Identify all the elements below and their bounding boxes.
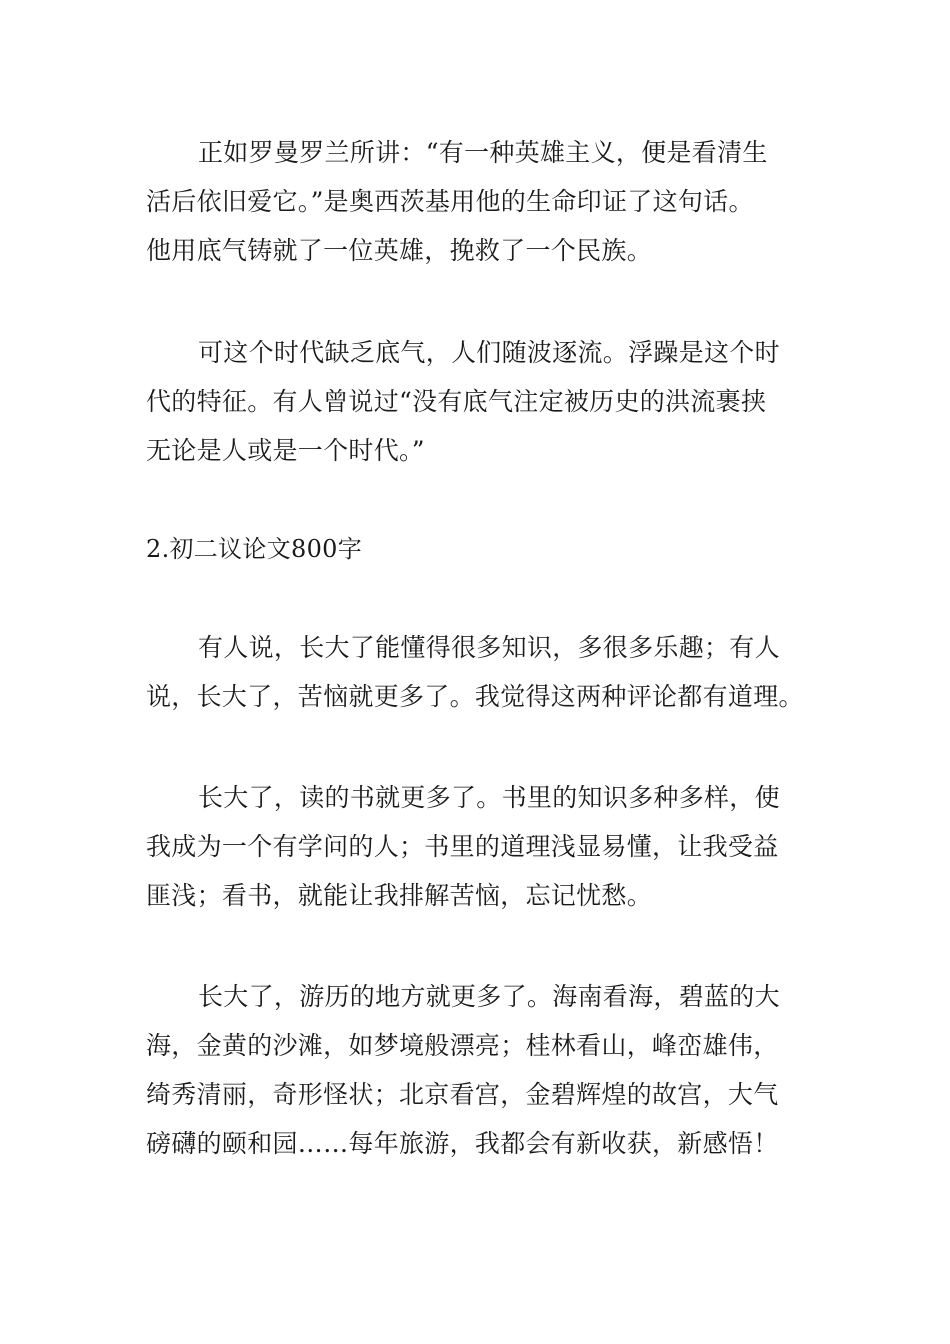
text-line: 长大了，读的书就更多了。书里的知识多种多样，使 [198, 783, 780, 812]
text-line: 长大了，游历的地方就更多了。海南看海，碧蓝的大 [198, 982, 780, 1011]
text-line: 有人说，长大了能懂得很多知识，多很多乐趣；有人 [198, 633, 780, 662]
paragraph-reading-books [146, 773, 808, 920]
text-line: 代的特征。有人曾说过“没有底气注定被历史的洪流裹挟 [146, 387, 767, 416]
text-line: 正如罗曼罗兰所讲：“有一种英雄主义，便是看清生 [198, 138, 768, 167]
text-line: 可这个时代缺乏底气，人们随波逐流。浮躁是这个时 [198, 338, 780, 367]
paragraph-growing-up-opinions [146, 623, 808, 721]
text-line: 说，长大了，苦恼就更多了。我觉得这两种评论都有道理。 [146, 682, 804, 711]
text-line: 绮秀清丽，奇形怪状；北京看宫，金碧辉煌的故宫，大气 [146, 1080, 779, 1109]
text-line: 我成为一个有学问的人；书里的道理浅显易懂，让我受益 [146, 832, 779, 861]
text-line: 无论是人或是一个时代。” [146, 436, 425, 465]
paragraph-romain-rolland-quote [146, 128, 808, 275]
section-heading: 2.初二议论文800字 [146, 535, 363, 563]
text-line: 活后依旧爱它。”是奥西茨基用他的生命印证了这句话。 [146, 187, 754, 216]
text-line: 磅礴的颐和园……每年旅游，我都会有新收获，新感悟！ [146, 1129, 779, 1158]
text-line: 海，金黄的沙滩，如梦境般漂亮；桂林看山，峰峦雄伟， [146, 1031, 779, 1060]
text-line: 他用底气铸就了一位英雄，挽救了一个民族。 [146, 236, 653, 265]
paragraph-era-lacks-confidence [146, 328, 808, 475]
text-line: 匪浅；看书，就能让我排解苦恼，忘记忧愁。 [146, 881, 653, 910]
paragraph-travel [146, 972, 808, 1168]
